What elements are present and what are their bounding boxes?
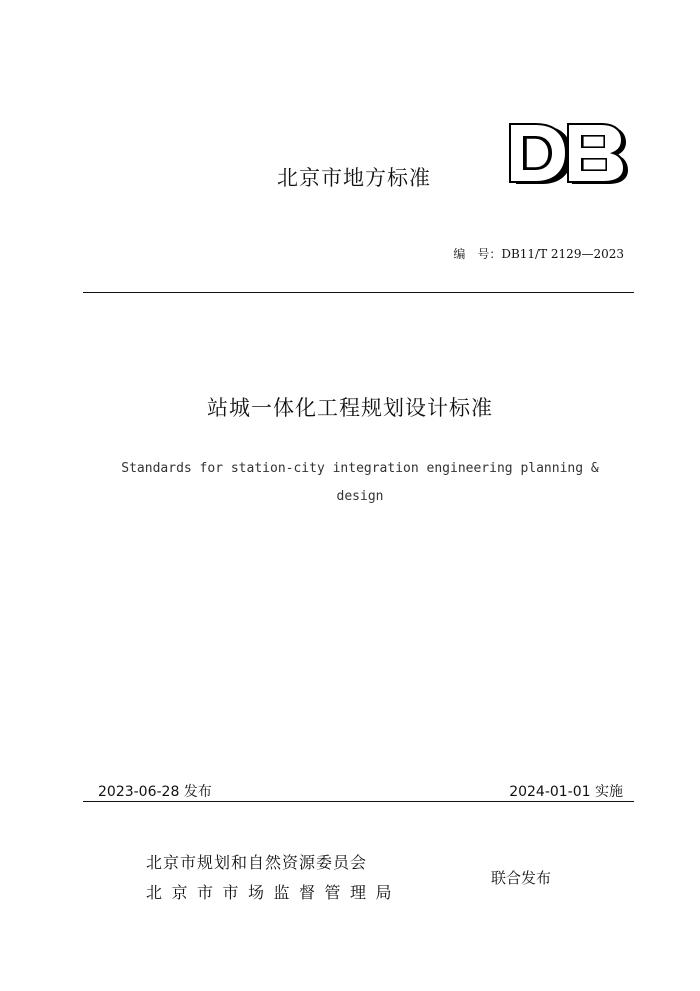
document-title-zh: 站城一体化工程规划设计标准: [207, 396, 493, 420]
standard-code-label: 编 号：: [453, 247, 502, 261]
issuer-org-1: 北京市规划和自然资源委员会: [146, 853, 368, 872]
standard-code: [453, 245, 624, 262]
document-title-en-line1: Standards for station-city integration engineering planning &: [121, 461, 599, 476]
bottom-divider: [83, 801, 634, 802]
standard-code-value: DB11/T 2129—2023: [501, 247, 624, 261]
standard-type: 北京市地方标准: [277, 166, 431, 190]
db-logo: [506, 122, 628, 188]
top-divider: [83, 292, 634, 293]
issue-date: 2023-06-28 发布: [98, 784, 212, 800]
document-title-en-line2: design: [336, 489, 384, 504]
document-title-en: [100, 455, 620, 511]
effective-date: 2024-01-01 实施: [509, 784, 623, 800]
joint-issue-label: 联合发布: [491, 869, 552, 887]
logo-letter-d: [510, 124, 572, 184]
issuer-org-2: 北京市市场监督管理局: [146, 883, 402, 902]
logo-letter-b: [568, 124, 628, 184]
